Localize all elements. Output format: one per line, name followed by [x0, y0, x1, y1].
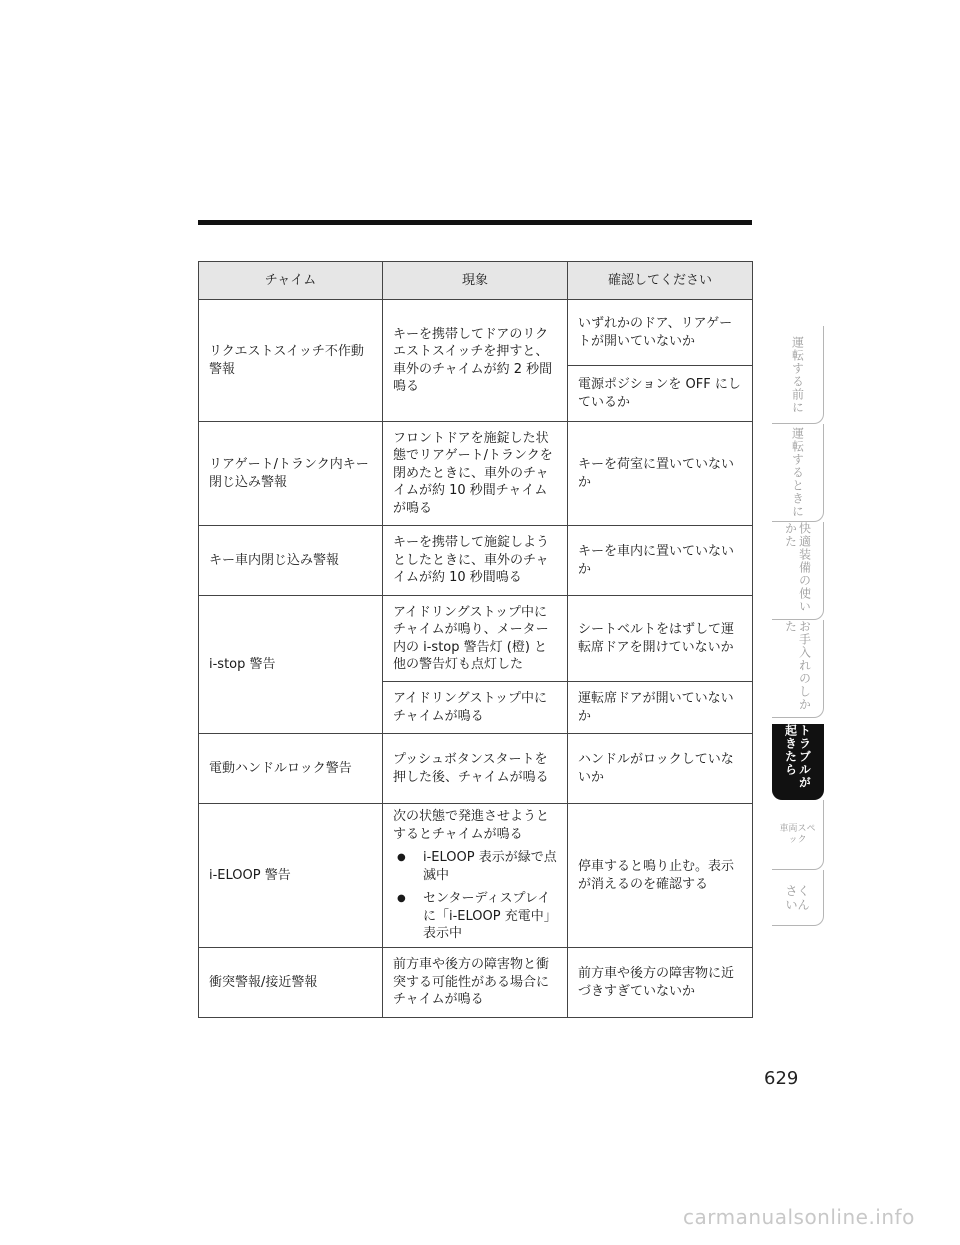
condition-list [393, 849, 557, 943]
table-row [199, 300, 753, 366]
chime-cell: 衝突警報/接近警報 [199, 948, 383, 1018]
header-check: 確認してください [568, 262, 753, 300]
list-item: ● i-ELOOP 表示が緑で点滅中 [393, 849, 557, 884]
tab-label: 運転する前に [790, 335, 805, 414]
table-row [199, 804, 753, 948]
table-row [199, 526, 753, 596]
check-cell: ハンドルがロックしていないか [568, 734, 753, 804]
chime-cell: 電動ハンドルロック警告 [199, 734, 383, 804]
header-phenomenon: 現象 [383, 262, 568, 300]
check-cell: 運転席ドアが開いていないか [568, 682, 753, 734]
phenomenon-cell: アイドリングストップ中にチャイムが鳴り、メーター内の i-stop 警告灯 (橙) と他の警告灯も点灯した [383, 596, 568, 682]
check-cell: キーを車内に置いていないか [568, 526, 753, 596]
table-row [199, 422, 753, 526]
table-row [199, 596, 753, 682]
tab-before-driving[interactable] [772, 326, 824, 424]
tab-comfort-features[interactable] [772, 522, 824, 620]
table-header-row [199, 262, 753, 300]
list-item: ● センターディスプレイに「i-ELOOP 充電中」表示中 [393, 890, 557, 943]
page-number: 629 [764, 1068, 799, 1089]
table-row [199, 948, 753, 1018]
phenomenon-cell: 前方車や後方の障害物と衝突する可能性がある場合にチャイムが鳴る [383, 948, 568, 1018]
phenomenon-text: 次の状態で発進させようとするとチャイムが鳴る [393, 809, 550, 842]
tab-while-driving[interactable] [772, 424, 824, 522]
check-cell: 前方車や後方の障害物に近づきすぎていないか [568, 948, 753, 1018]
table-row [199, 734, 753, 804]
phenomenon-cell [383, 804, 568, 948]
top-rule [198, 220, 752, 225]
tab-label: 運転するときに [790, 427, 805, 518]
check-cell: シートベルトをはずして運転席ドアを開けていないか [568, 596, 753, 682]
phenomenon-cell: フロントドアを施錠した状態でリアゲート/トランクを閉めたときに、車外のチャイムが約 10 秒間チャイムが鳴る [383, 422, 568, 526]
chime-cell: キー車内閉じ込み警報 [199, 526, 383, 596]
chime-cell: i-stop 警告 [199, 596, 383, 734]
phenomenon-cell: キーを携帯して施錠しようとしたときに、車外のチャイムが約 10 秒間鳴る [383, 526, 568, 596]
header-chime: チャイム [199, 262, 383, 300]
tab-label: 車両スペック [779, 823, 816, 845]
tab-label: お手入れのしかた [783, 620, 812, 711]
tab-maintenance[interactable] [772, 620, 824, 718]
chime-cell: リアゲート/トランク内キー閉じ込み警報 [199, 422, 383, 526]
check-cell: いずれかのドア、リアゲートが開いていないか [568, 300, 753, 366]
phenomenon-cell: アイドリングストップ中にチャイムが鳴る [383, 682, 568, 734]
tab-troubleshooting[interactable] [772, 724, 824, 800]
chime-table [198, 261, 753, 1018]
phenomenon-cell: プッシュボタンスタートを押した後、チャイムが鳴る [383, 734, 568, 804]
chime-cell: i-ELOOP 警告 [199, 804, 383, 948]
tab-label: さくいん [785, 883, 810, 912]
check-cell: キーを荷室に置いていないか [568, 422, 753, 526]
tab-label: 快適装備の使いかた [783, 522, 812, 613]
check-cell: 電源ポジションを OFF にしているか [568, 366, 753, 422]
tab-index[interactable] [772, 870, 824, 926]
phenomenon-cell: キーを携帯してドアのリクエストスイッチを押すと、車外のチャイムが約 2 秒間鳴る [383, 300, 568, 422]
tab-specifications[interactable] [772, 800, 824, 870]
tab-label: トラブルが起きたら [783, 724, 812, 789]
watermark: carmanualsonline.info [683, 1205, 915, 1229]
chime-cell: リクエストスイッチ不作動警報 [199, 300, 383, 422]
check-cell: 停車すると鳴り止む。表示が消えるのを確認する [568, 804, 753, 948]
